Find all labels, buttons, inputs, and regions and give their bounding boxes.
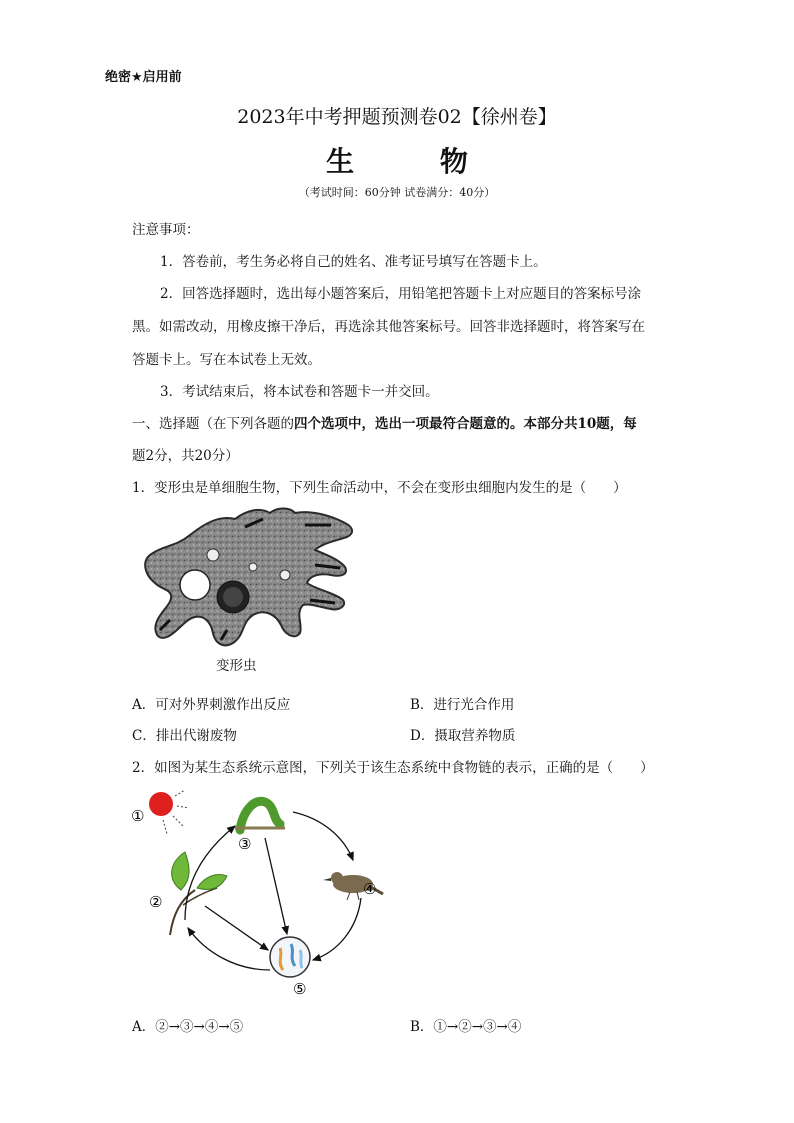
decomposer-icon	[270, 937, 310, 977]
exam-title: 2023年中考押题预测卷02【徐州卷】	[237, 106, 557, 128]
section-heading-line-2: 题2分，共20分）	[132, 448, 239, 464]
label-2: ②	[149, 893, 163, 911]
question-2-stem: 2．如图为某生态系统示意图，下列关于该生态系统中食物链的表示，正确的是（ ）	[132, 760, 654, 776]
note-item-2-line-3: 答题卡上。写在本试卷上无效。	[132, 352, 321, 368]
note-item-3: 3．考试结束后，将本试卷和答题卡一并交回。	[160, 384, 439, 400]
question-1-option-c: C．排出代谢废物	[132, 728, 237, 744]
ecosystem-diagram	[125, 780, 390, 995]
plant-icon	[170, 852, 227, 935]
question-1-option-d: D．摄取营养物质	[410, 728, 516, 744]
question-2-option-b: B．①→②→③→④	[410, 1019, 522, 1035]
question-2-option-a: A．②→③→④→⑤	[132, 1019, 244, 1035]
confidential-label: 绝密★启用前	[105, 70, 182, 85]
question-1-option-a: A．可对外界刺激作出反应	[132, 697, 291, 713]
section-heading-bold: 四个选项中，选出一项最符合题意的。本部分共10题，每	[294, 416, 637, 432]
notes-heading: 注意事项：	[132, 222, 200, 238]
note-item-1: 1．答卷前，考生务必将自己的姓名、准考证号填写在答题卡上。	[160, 254, 547, 270]
label-1: ①	[131, 807, 145, 825]
sun-icon	[149, 790, 189, 834]
note-item-2-line-1: 2．回答选择题时，选出每小题答案后，用铅笔把答题卡上对应题目的答案标号涂	[160, 286, 642, 302]
question-1-stem: 1．变形虫是单细胞生物，下列生命活动中，不会在变形虫细胞内发生的是（ ）	[132, 480, 627, 496]
section-heading-line-1	[132, 412, 637, 432]
question-1-option-b: B．进行光合作用	[410, 697, 515, 713]
exam-info: （考试时间：60分钟 试卷满分：40分）	[298, 186, 496, 199]
amoeba-caption: 变形虫	[216, 658, 257, 674]
subject-title: 生 物	[326, 145, 506, 178]
amoeba-illustration	[135, 505, 360, 655]
note-item-2-line-2: 黑。如需改动，用橡皮擦干净后，再选涂其他答案标号。回答非选择题时，将答案写在	[132, 319, 645, 335]
label-5: ⑤	[293, 980, 307, 995]
caterpillar-icon	[235, 801, 285, 830]
section-heading-part-1: 一、选择题（在下列各题的	[132, 416, 294, 432]
label-4: ④	[363, 880, 377, 898]
label-3: ③	[238, 835, 252, 853]
